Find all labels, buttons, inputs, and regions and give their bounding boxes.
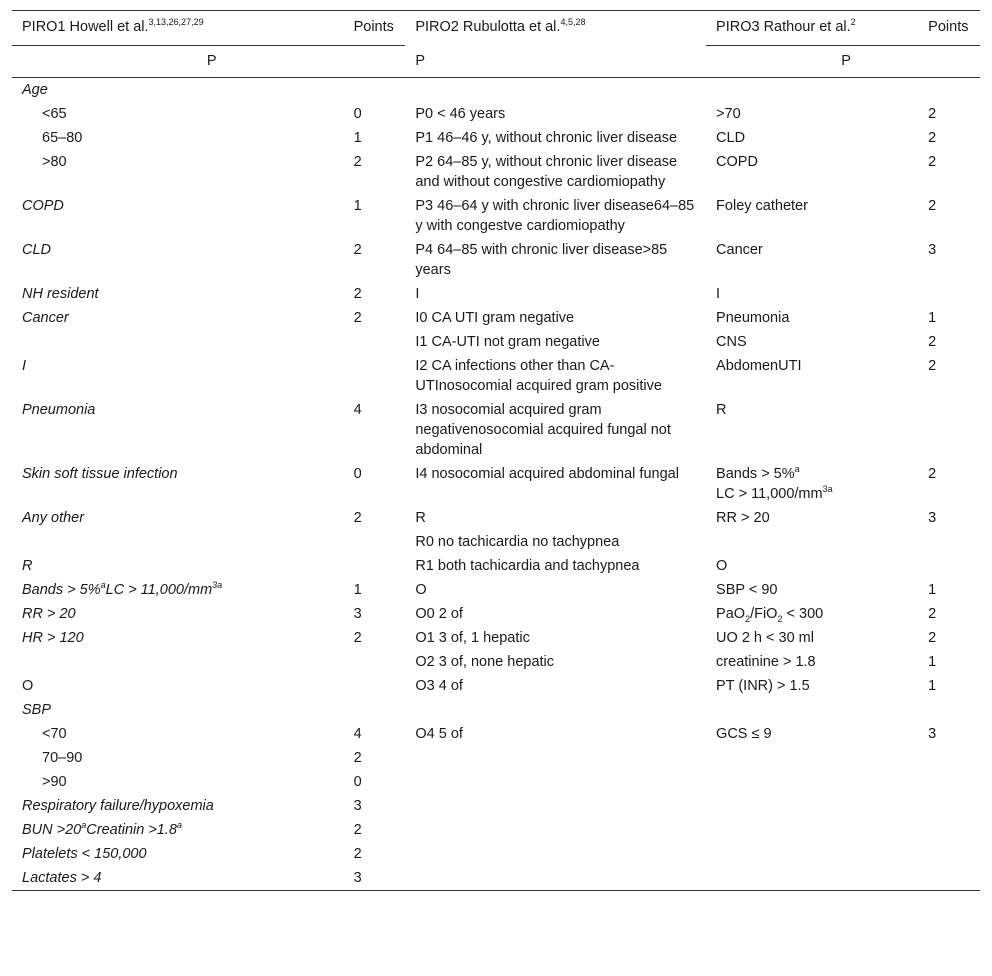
piro3-item — [706, 866, 918, 891]
piro3-points — [918, 282, 980, 306]
piro1-points: 0 — [353, 466, 362, 482]
table-row — [12, 650, 980, 674]
piro2-item — [405, 770, 706, 794]
piro1-item: R — [22, 558, 33, 574]
piro1-points: 2 — [353, 154, 362, 170]
piro3-points — [918, 530, 980, 554]
piro1-item: Age — [22, 82, 48, 98]
table-row — [12, 842, 980, 866]
piro3-item: GCS ≤ 9 — [716, 726, 772, 742]
piro2-item: I1 CA-UTI not gram negative — [415, 334, 600, 350]
piro3-item — [706, 530, 918, 554]
table-row — [12, 698, 980, 722]
piro1-points: 3 — [353, 606, 362, 622]
table-row — [12, 102, 980, 126]
piro3-points — [918, 842, 980, 866]
header-piro2: PIRO2 Rubulotta et al.$^{4,5,28}$ — [415, 17, 586, 35]
piro3-points: 1 — [928, 310, 937, 326]
piro3-item: I — [716, 286, 721, 302]
piro1-points: 2 — [353, 510, 362, 526]
piro3-item: Foley catheter — [716, 198, 808, 214]
piro1-item: HR > 120 — [22, 630, 84, 646]
table-row — [12, 194, 980, 238]
piro3-item: PaO$_2$/FiO$_2$ < 300 — [716, 606, 824, 624]
piro3-item: AbdomenUTI — [716, 358, 802, 374]
subheader-p3: P — [706, 46, 980, 78]
table-row — [12, 626, 980, 650]
piro3-points — [918, 698, 980, 722]
piro2-item — [405, 746, 706, 770]
piro3-item: CLD — [716, 130, 746, 146]
piro3-item — [706, 842, 918, 866]
piro2-item: P1 46–46 y, without chronic liver disease — [415, 130, 678, 146]
piro2-item: I4 nosocomial acquired abdominal fungal — [415, 466, 679, 482]
piro3-item: UO 2 h < 30 ml — [716, 630, 814, 646]
piro3-points — [918, 818, 980, 842]
piro1-item: NH resident — [22, 286, 99, 302]
piro-comparison-table-wrapper — [12, 10, 980, 891]
table-row — [12, 306, 980, 330]
piro1-item: Bands > $5\%^aLC > 11,000/mm^{3a}$ — [22, 580, 223, 598]
piro3-points — [918, 866, 980, 891]
piro1-item — [12, 650, 344, 674]
piro1-points — [344, 354, 406, 398]
piro3-points: 3 — [928, 510, 937, 526]
piro1-item: >80 — [42, 154, 67, 170]
piro3-item — [706, 818, 918, 842]
piro3-item: Cancer — [716, 242, 763, 258]
piro3-item: SBP < 90 — [716, 582, 778, 598]
piro2-item: O3 4 of — [415, 678, 463, 694]
table-row — [12, 78, 980, 103]
piro1-item: CLD — [22, 242, 52, 258]
table-row — [12, 530, 980, 554]
piro3-points: 2 — [928, 630, 937, 646]
piro1-item: Cancer — [22, 310, 69, 326]
piro3-item: COPD — [716, 154, 758, 170]
piro3-item: O — [716, 558, 728, 574]
piro3-item: PT (INR) > 1.5 — [716, 678, 810, 694]
piro1-points: 2 — [353, 286, 362, 302]
piro2-item — [405, 818, 706, 842]
table-row — [12, 770, 980, 794]
piro1-points: 2 — [353, 750, 362, 766]
piro3-points: 2 — [928, 358, 937, 374]
piro3-points: 3 — [928, 726, 937, 742]
piro2-item: I — [415, 286, 420, 302]
piro2-item — [405, 794, 706, 818]
table-row — [12, 462, 980, 506]
header-piro3: PIRO3 Rathour et al.$^2$ — [706, 11, 918, 46]
table-row — [12, 554, 980, 578]
table-row — [12, 150, 980, 194]
table-row — [12, 602, 980, 626]
piro1-item: Respiratory failure/hypoxemia — [22, 798, 214, 814]
piro1-points: 4 — [353, 726, 362, 742]
piro3-points: 2 — [928, 154, 937, 170]
piro1-item: >90 — [42, 774, 67, 790]
piro1-points: 2 — [353, 310, 362, 326]
piro2-item: P3 46–64 y with chronic liver disease64–85 y with congestve cardiomiopathy — [415, 198, 695, 234]
piro3-points: 3 — [928, 242, 937, 258]
piro1-points: 1 — [353, 582, 362, 598]
table-row — [12, 794, 980, 818]
piro1-item: <65 — [42, 106, 67, 122]
header-piro3-points: Points — [918, 11, 980, 46]
piro2-item — [405, 866, 706, 891]
piro3-points — [918, 746, 980, 770]
piro1-item: Any other — [22, 510, 85, 526]
table-row — [12, 746, 980, 770]
piro3-item: RR > 20 — [716, 510, 770, 526]
piro1-item: Platelets < 150,000 — [22, 846, 147, 862]
header-piro1: PIRO1 Howell et al.$^{3,13,26,27,29}$ — [12, 11, 344, 46]
table-row — [12, 506, 980, 530]
piro1-item: 65–80 — [42, 130, 83, 146]
header-row — [12, 11, 980, 46]
piro1-item: Lactates > 4 — [22, 870, 102, 886]
header-piro1-points: Points — [344, 11, 406, 46]
piro3-item — [706, 78, 918, 103]
subheader-row — [12, 46, 980, 78]
piro1-item — [12, 330, 344, 354]
piro3-points — [918, 770, 980, 794]
piro2-item: R0 no tachicardia no tachypnea — [415, 534, 620, 550]
table-row — [12, 354, 980, 398]
piro2-item: O0 2 of — [415, 606, 463, 622]
piro1-points: 2 — [353, 846, 362, 862]
piro1-points: 1 — [353, 198, 362, 214]
piro1-item: BUN $>20^aCreatinin >1.8^a$ — [22, 820, 182, 838]
piro2-item — [405, 842, 706, 866]
piro1-item: RR > 20 — [22, 606, 76, 622]
piro3-points — [918, 78, 980, 103]
piro3-item: creatinine > 1.8 — [716, 654, 816, 670]
piro1-item: O — [22, 678, 34, 694]
piro2-item — [405, 698, 706, 722]
piro1-item: I — [22, 358, 27, 374]
table-row — [12, 126, 980, 150]
piro1-item: <70 — [42, 726, 67, 742]
piro3-item — [706, 770, 918, 794]
piro2-item: O2 3 of, none hepatic — [415, 654, 555, 670]
table-row — [12, 398, 980, 462]
piro3-points — [918, 554, 980, 578]
piro3-item: R — [716, 402, 727, 418]
subheader-p1: P — [12, 46, 405, 78]
piro2-item: O1 3 of, 1 hepatic — [415, 630, 530, 646]
piro1-points: 1 — [353, 130, 362, 146]
piro3-points — [918, 398, 980, 462]
piro3-points: 2 — [928, 198, 937, 214]
piro2-item: R — [415, 510, 426, 526]
piro3-item: Pneumonia — [716, 310, 790, 326]
piro1-points — [344, 674, 406, 698]
table-row — [12, 674, 980, 698]
piro3-points: 2 — [928, 130, 937, 146]
piro3-points: 1 — [928, 678, 937, 694]
table-row — [12, 818, 980, 842]
piro2-item: P2 64–85 y, without chronic liver disease and without congestive cardiomiopathy — [415, 154, 678, 190]
piro2-item: O4 5 of — [415, 726, 463, 742]
piro2-item: O — [415, 582, 427, 598]
piro2-item: P0 < 46 years — [415, 106, 506, 122]
piro1-points: 3 — [353, 798, 362, 814]
table-row — [12, 578, 980, 602]
piro3-points: 1 — [928, 582, 937, 598]
piro2-item: P4 64–85 with chronic liver disease>85 years — [415, 242, 668, 278]
piro1-points: 0 — [353, 106, 362, 122]
piro-comparison-table — [12, 10, 980, 891]
piro3-item — [706, 698, 918, 722]
piro3-points: 1 — [928, 654, 937, 670]
piro1-item: SBP — [22, 702, 52, 718]
piro3-item — [706, 746, 918, 770]
piro3-item: Bands > 5%$^a$ LC > $11,000/mm^{3a}$ — [716, 464, 833, 502]
subheader-p2: P — [405, 46, 706, 78]
piro1-points — [344, 330, 406, 354]
piro3-item — [706, 794, 918, 818]
piro1-item — [12, 530, 344, 554]
piro3-points: 2 — [928, 106, 937, 122]
piro1-points: 4 — [353, 402, 362, 418]
piro3-points: 2 — [928, 334, 937, 350]
piro3-points — [918, 794, 980, 818]
piro1-points — [344, 530, 406, 554]
piro3-item: >70 — [716, 106, 741, 122]
piro2-item: I0 CA UTI gram negative — [415, 310, 575, 326]
piro3-points: 2 — [928, 606, 937, 622]
table-row — [12, 238, 980, 282]
table-body — [12, 46, 980, 891]
piro1-points: 2 — [353, 822, 362, 838]
table-row — [12, 722, 980, 746]
piro1-item: Pneumonia — [22, 402, 96, 418]
piro3-points: 2 — [928, 466, 937, 482]
piro1-points — [344, 650, 406, 674]
piro1-points — [344, 554, 406, 578]
table-row — [12, 282, 980, 306]
piro1-points — [344, 78, 406, 103]
piro1-points: 0 — [353, 774, 362, 790]
piro1-item: COPD — [22, 198, 64, 214]
piro1-item: Skin soft tissue infection — [22, 466, 178, 482]
piro2-item — [405, 78, 706, 103]
piro2-item: I3 nosocomial acquired gram negativenosocomial acquired fungal not abdominal — [415, 402, 671, 458]
table-row — [12, 330, 980, 354]
table-row — [12, 866, 980, 891]
piro1-item: 70–90 — [42, 750, 83, 766]
piro1-points: 3 — [353, 870, 362, 886]
piro2-item: I2 CA infections other than CA-UTInosocomial acquired gram positive — [415, 358, 662, 394]
piro1-points — [344, 698, 406, 722]
piro2-item: R1 both tachicardia and tachypnea — [415, 558, 640, 574]
piro1-points: 2 — [353, 630, 362, 646]
piro3-item: CNS — [716, 334, 747, 350]
piro1-points: 2 — [353, 242, 362, 258]
